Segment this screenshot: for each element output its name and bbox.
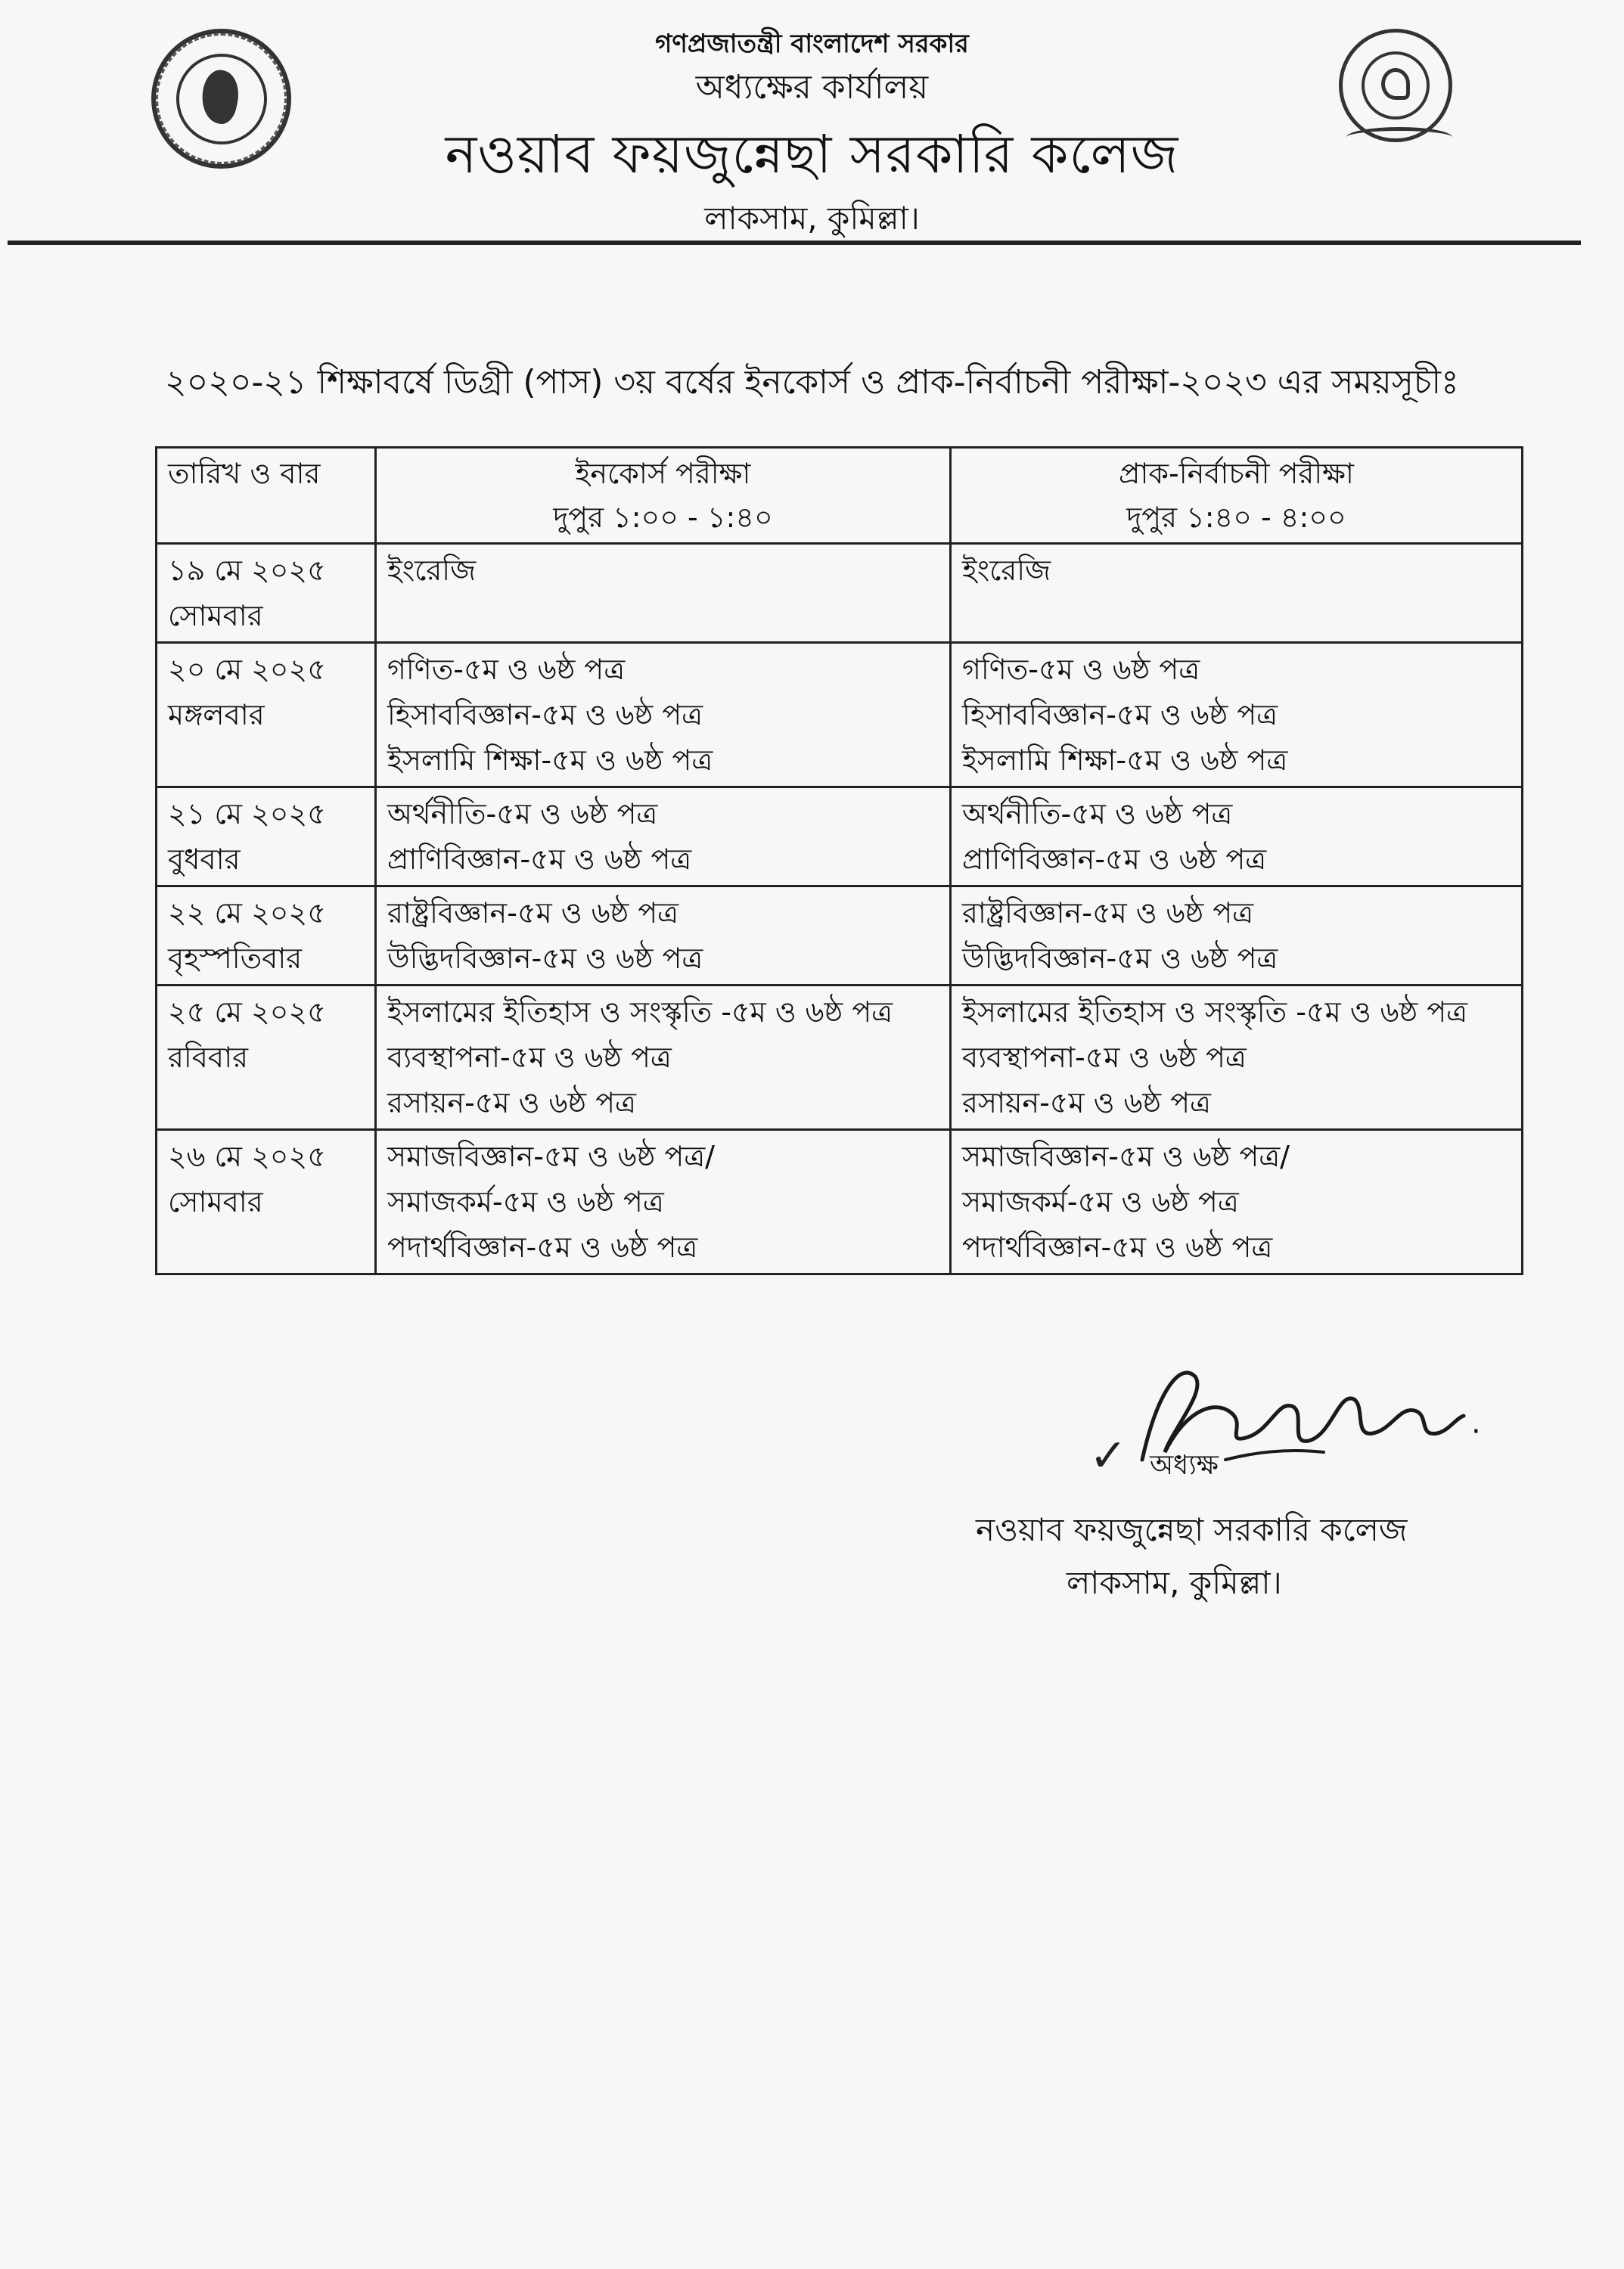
cell-preselection: [951, 544, 1523, 643]
subject-line: ইসলামের ইতিহাস ও সংস্কৃতি -৫ম ও ৬ষ্ঠ পত্র: [387, 995, 893, 1029]
subject-line: রাষ্ট্রবিজ্ঞান-৫ম ও ৬ষ্ঠ পত্র: [387, 896, 679, 930]
row-date: ২২ মে ২০২৫: [168, 896, 326, 930]
exam-schedule-table: [155, 446, 1523, 1275]
subject-line: উদ্ভিদবিজ্ঞান-৫ম ও ৬ষ্ঠ পত্র: [962, 942, 1278, 975]
cell-date: [157, 1130, 376, 1274]
cell-date: [157, 886, 376, 986]
government-name: গণপ্রজাতন্ত্রী বাংলাদেশ সরকার: [655, 29, 969, 59]
check-mark-icon: ✓: [1089, 1429, 1128, 1482]
table-row: [157, 544, 1523, 643]
cell-incourse: [376, 1130, 951, 1274]
document-title: ২০২০-২১ শিক্ষাবর্ষে ডিগ্রী (পাস) ৩য় বর্ষের ইনকোর্স ও প্রাক-নির্বাচনী পরীক্ষা-২০২৩ এর সময়সূচীঃ: [165, 363, 1459, 402]
table-row: [157, 1130, 1523, 1274]
row-day: বৃহস্পতিবার: [168, 942, 303, 975]
row-date: ২৫ মে ২০২৫: [168, 995, 326, 1029]
cell-date: [157, 643, 376, 787]
subject-line: ইংরেজি: [387, 554, 477, 587]
subject-line: সমাজকর্ম-৫ম ও ৬ষ্ঠ পত্র: [962, 1185, 1239, 1218]
office-name: অধ্যক্ষের কার্যালয়: [695, 68, 929, 107]
subject-line: রসায়ন-৫ম ও ৬ষ্ঠ পত্র: [962, 1086, 1211, 1119]
header-date: [157, 448, 376, 544]
subject-line: ইসলামি শিক্ষা-৫ম ও ৬ষ্ঠ পত্র: [962, 743, 1288, 777]
cell-date: [157, 544, 376, 643]
cell-date: [157, 986, 376, 1130]
cell-incourse: [376, 986, 951, 1130]
row-date: ২৬ মে ২০২৫: [168, 1140, 326, 1173]
header-incourse-label: ইনকোর্স পরীক্ষা: [575, 457, 751, 490]
cell-preselection: [951, 986, 1523, 1130]
cell-incourse: [376, 643, 951, 787]
row-date: ২০ মে ২০২৫: [168, 653, 326, 686]
subject-line: পদার্থবিজ্ঞান-৫ম ও ৬ষ্ঠ পত্র: [387, 1231, 698, 1264]
cell-incourse: [376, 544, 951, 643]
table-row: [157, 787, 1523, 886]
subject-line: রাষ্ট্রবিজ্ঞান-৫ম ও ৬ষ্ঠ পত্র: [962, 896, 1254, 930]
cell-preselection: [951, 1130, 1523, 1274]
subject-line: হিসাববিজ্ঞান-৫ম ও ৬ষ্ঠ পত্র: [962, 698, 1278, 731]
table-header-row: [157, 448, 1523, 544]
cell-preselection: [951, 787, 1523, 886]
cell-incourse: [376, 886, 951, 986]
subject-line: সমাজবিজ্ঞান-৫ম ও ৬ষ্ঠ পত্র/: [387, 1140, 715, 1173]
table-row: [157, 886, 1523, 986]
subject-line: পদার্থবিজ্ঞান-৫ম ও ৬ষ্ঠ পত্র: [962, 1231, 1273, 1264]
table-row: [157, 986, 1523, 1130]
cell-preselection: [951, 886, 1523, 986]
subject-line: ব্যবস্থাপনা-৫ম ও ৬ষ্ঠ পত্র: [387, 1041, 672, 1074]
cell-preselection: [951, 643, 1523, 787]
header-date-label: তারিখ ও বার: [168, 457, 321, 490]
subject-line: অর্থনীতি-৫ম ও ৬ষ্ঠ পত্র: [962, 797, 1233, 830]
row-day: মঙ্গলবার: [168, 698, 265, 731]
signatory-role: অধ্যক্ষ: [1150, 1450, 1219, 1481]
subject-line: সমাজবিজ্ঞান-৫ম ও ৬ষ্ঠ পত্র/: [962, 1140, 1290, 1173]
subject-line: উদ্ভিদবিজ্ঞান-৫ম ও ৬ষ্ঠ পত্র: [387, 942, 703, 975]
signatory-location: লাকসাম, কুমিল্লা।: [1067, 1564, 1282, 1601]
table-row: [157, 643, 1523, 787]
subject-line: ইংরেজি: [962, 554, 1051, 587]
header-divider: [8, 241, 1581, 245]
row-day: সোমবার: [168, 599, 263, 632]
header-preselection: [951, 448, 1523, 544]
subject-line: সমাজকর্ম-৫ম ও ৬ষ্ঠ পত্র: [387, 1185, 664, 1218]
signature-dot: ·: [1471, 1414, 1481, 1449]
signatory-college: নওয়াব ফয়জুন্নেছা সরকারি কলেজ: [976, 1511, 1408, 1548]
subject-line: হিসাববিজ্ঞান-৫ম ও ৬ষ্ঠ পত্র: [387, 698, 703, 731]
college-name: নওয়াব ফয়জুন্নেছা সরকারি কলেজ: [445, 123, 1179, 185]
subject-line: গণিত-৫ম ও ৬ষ্ঠ পত্র: [387, 653, 626, 686]
header-preselection-label: প্রাক-নির্বাচনী পরীক্ষা: [1119, 457, 1354, 490]
header-incourse-time: দুপুর ১:০০ - ১:৪০: [553, 501, 773, 534]
cell-date: [157, 787, 376, 886]
subject-line: অর্থনীতি-৫ম ও ৬ষ্ঠ পত্র: [387, 797, 658, 830]
subject-line: ইসলামের ইতিহাস ও সংস্কৃতি -৫ম ও ৬ষ্ঠ পত্র: [962, 995, 1468, 1029]
subject-line: প্রাণিবিজ্ঞান-৫ম ও ৬ষ্ঠ পত্র: [962, 843, 1267, 876]
row-day: সোমবার: [168, 1185, 263, 1218]
subject-line: ইসলামি শিক্ষা-৫ম ও ৬ষ্ঠ পত্র: [387, 743, 713, 777]
subject-line: প্রাণিবিজ্ঞান-৫ম ও ৬ষ্ঠ পত্র: [387, 843, 692, 876]
row-date: ২১ মে ২০২৫: [168, 797, 326, 830]
cell-incourse: [376, 787, 951, 886]
subject-line: গণিত-৫ম ও ৬ষ্ঠ পত্র: [962, 653, 1200, 686]
row-day: বুধবার: [168, 843, 241, 876]
subject-line: ব্যবস্থাপনা-৫ম ও ৬ষ্ঠ পত্র: [962, 1041, 1247, 1074]
college-location: লাকসাম, কুমিল্লা।: [704, 200, 920, 237]
row-day: রবিবার: [168, 1041, 248, 1074]
header-preselection-time: দুপুর ১:৪০ - ৪:০০: [1126, 501, 1346, 534]
subject-line: রসায়ন-৫ম ও ৬ষ্ঠ পত্র: [387, 1086, 636, 1119]
row-date: ১৯ মে ২০২৫: [168, 554, 326, 587]
header-incourse: [376, 448, 951, 544]
